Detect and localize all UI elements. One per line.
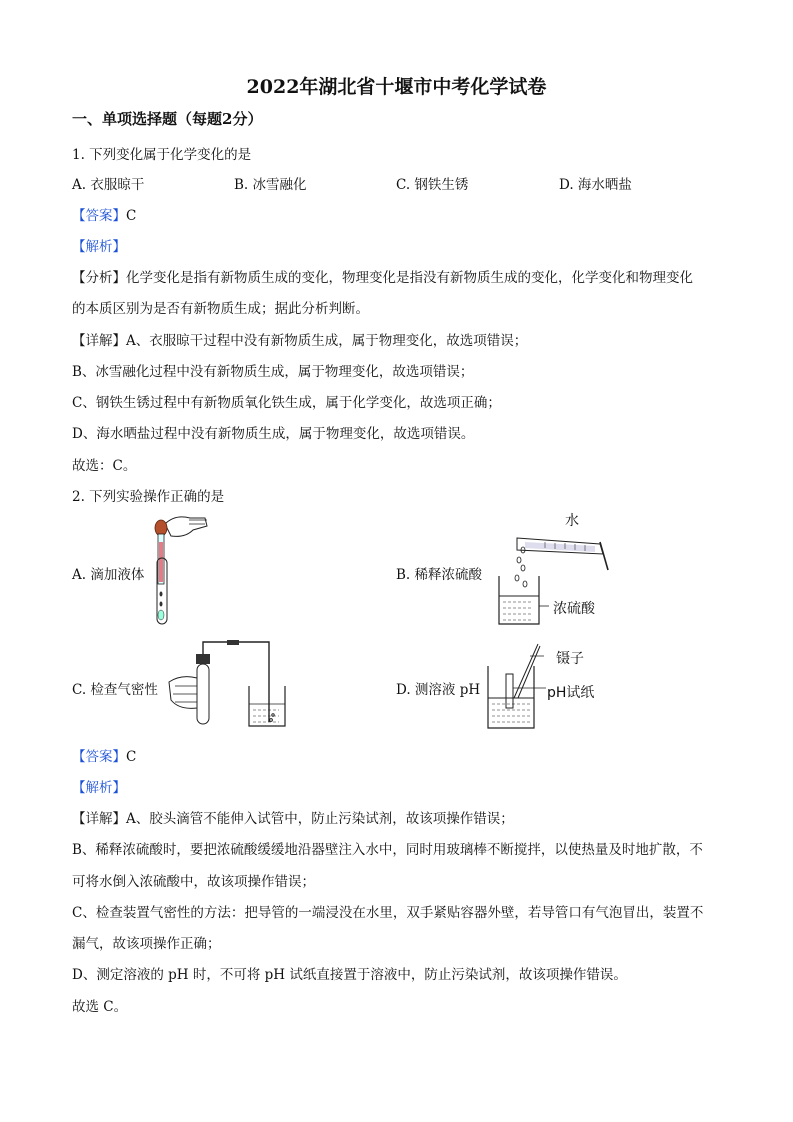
- q1-answer-value: C: [126, 208, 137, 224]
- q2-stem: 2. 下列实验操作正确的是: [72, 489, 225, 505]
- q1-option-b: B. 冰雪融化: [234, 177, 307, 193]
- q2-option-b: B. 稀释浓硫酸: [396, 567, 483, 583]
- q2-detail-c-line-1: C、检查装置气密性的方法：把导管的一端浸没在水里，双手紧贴容器外壁，若导管口有气泡冒出，装置不: [72, 905, 704, 921]
- q1-detail-a: 【详解】A、衣服晾干过程中没有新物质生成，属于物理变化，故选项错误；: [72, 333, 528, 349]
- page-title: 2022年湖北省十堰市中考化学试卷: [246, 76, 547, 98]
- q2-detail-b-line-2: 可将水倒入浓硫酸中，故该项操作错误；: [72, 874, 315, 890]
- q2-detail-b-line-1: B、稀释浓硫酸时，要把浓硫酸缓缓地沿器壁注入水中，同时用玻璃棒不断搅拌，以使热量及时地扩散，不: [72, 842, 703, 858]
- figure-d-measuring-ph: [484, 640, 554, 732]
- q2-option-d: D. 测溶液 pH: [396, 682, 481, 698]
- q2-answer-value: C: [126, 749, 137, 765]
- q1-detail-b: B、冰雪融化过程中没有新物质生成，属于物理变化，故选项错误；: [72, 364, 474, 380]
- q1-detail-d: D、海水晒盐过程中没有新物质生成，属于物理变化，故选项错误。: [72, 426, 475, 442]
- q2-detail-d: D、测定溶液的 pH 时，不可将 pH 试纸直接置于溶液中，防止污染试剂，故该项操作错误。: [72, 967, 627, 983]
- section-heading: 一、单项选择题（每题2分）: [72, 110, 263, 128]
- figure-a-dropping-liquid: [145, 512, 211, 626]
- q1-conclusion: 故选：C。: [72, 458, 137, 474]
- q1-option-a: A. 衣服晾干: [72, 177, 145, 193]
- figure-b-label-water: 水: [565, 513, 579, 529]
- q1-option-d: D. 海水晒盐: [559, 177, 632, 193]
- q2-conclusion: 故选 C。: [72, 999, 128, 1015]
- q1-stem: 1. 下列变化属于化学变化的是: [72, 147, 252, 163]
- q1-answer: [72, 204, 136, 224]
- figure-d-label-ph-paper: pH试纸: [547, 685, 595, 701]
- q2-option-c: C. 检查气密性: [72, 682, 158, 698]
- figure-d-label-tweezers: 镊子: [556, 651, 584, 667]
- q2-detail-a: 【详解】A、胶头滴管不能伸入试管中，防止污染试剂，故该项操作错误；: [72, 811, 514, 827]
- q1-analysis-tag: 【解析】: [72, 239, 126, 255]
- q2-detail-c-line-2: 漏气，故该项操作正确；: [72, 936, 221, 952]
- figure-c-airtightness: [165, 638, 300, 730]
- q1-fenxi-line-1: 【分析】化学变化是指有新物质生成的变化，物理变化是指没有新物质生成的变化，化学变化和物理变化: [72, 270, 693, 286]
- q1-detail-c: C、钢铁生锈过程中有新物质氧化铁生成，属于化学变化，故选项正确；: [72, 395, 501, 411]
- q2-answer: [72, 745, 136, 765]
- q2-answer-tag: 【答案】: [72, 749, 126, 765]
- q1-option-c: C. 钢铁生锈: [396, 177, 469, 193]
- q1-answer-tag: 【答案】: [72, 208, 126, 224]
- q1-fenxi-line-2: 的本质区别为是否有新物质生成；据此分析判断。: [72, 301, 369, 317]
- q2-analysis-tag: 【解析】: [72, 780, 126, 796]
- figure-b-label-acid: 浓硫酸: [553, 601, 595, 617]
- q2-option-a: A. 滴加液体: [72, 567, 145, 583]
